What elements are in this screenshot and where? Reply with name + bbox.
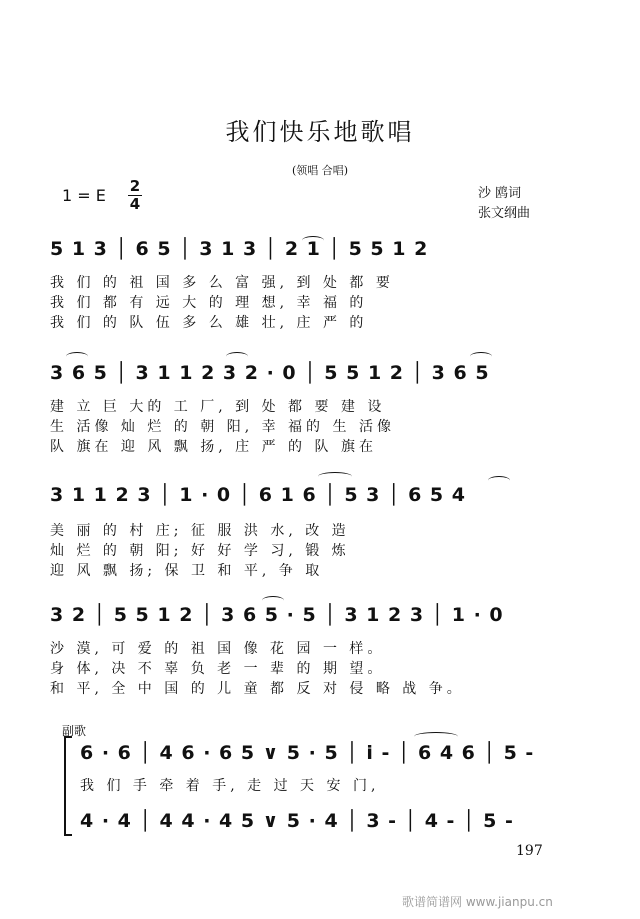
- notation-line: 4 · 4 │ 4 4 · 4 5 ∨ 5 · 4 │ 3 - │ 4 - │ 5 -: [80, 810, 514, 832]
- notation-line: 5 1 3 │ 6 5 │ 3 1 3 │ 2 1 │ 5 5 1 2: [50, 238, 429, 260]
- time-signature-denominator: 4: [129, 195, 141, 213]
- lyric-line: 我 们 手 牵 着 手, 走 过 天 安 门,: [80, 778, 380, 794]
- composer-credit: 张文纲曲: [478, 206, 531, 221]
- slur: [414, 732, 458, 741]
- staff-system-4: [50, 604, 550, 632]
- staff-system-5-upper: [80, 742, 580, 770]
- staff-system-2: [50, 362, 550, 390]
- staff-system-3: [50, 484, 550, 512]
- lyric-line: 沙 漠, 可 爱 的 祖 国 像 花 园 一 样。: [50, 641, 386, 657]
- lyric-line: 队 旗在 迎 风 飘 扬, 庄 严 的 队 旗在: [50, 439, 377, 455]
- slur: [318, 472, 352, 481]
- key-signature: 1 = E: [62, 186, 106, 205]
- slur: [226, 352, 248, 361]
- lyric-line: 我 们 的 队 伍 多 么 雄 壮, 庄 严 的: [50, 315, 368, 331]
- lyric-line: 美 丽 的 村 庄; 征 服 洪 水, 改 造: [50, 523, 350, 539]
- performance-note: (领唱 合唱): [291, 164, 349, 177]
- section-label: 副歌: [62, 724, 87, 738]
- lyric-line: 我 们 的 祖 国 多 么 富 强, 到 处 都 要: [50, 275, 394, 291]
- slur: [488, 476, 510, 485]
- notation-line: 3 6 5 │ 3 1 1 2 3 2 · 0 │ 5 5 1 2 │ 3 6 5: [50, 362, 490, 384]
- lyric-line: 生 活像 灿 烂 的 朝 阳, 幸 福的 生 活像: [50, 419, 395, 435]
- page-number: 197: [516, 843, 543, 859]
- time-signature-numerator: 2: [129, 177, 141, 195]
- watermark: 歌谱简谱网 www.jianpu.cn: [402, 895, 553, 909]
- slur: [302, 236, 324, 245]
- slur: [470, 352, 492, 361]
- lyric-line: 灿 烂 的 朝 阳; 好 好 学 习, 锻 炼: [50, 543, 350, 559]
- song-title: 我们快乐地歌唱: [225, 118, 415, 146]
- slur: [66, 352, 88, 361]
- lyric-line: 建 立 巨 大的 工 厂, 到 处 都 要 建 设: [50, 399, 386, 415]
- notation-line: 3 1 1 2 3 │ 1 · 0 │ 6 1 6 │ 5 3 │ 6 5 4: [50, 484, 466, 506]
- lyric-line: 我 们 都 有 远 大 的 理 想, 幸 福 的: [50, 295, 368, 311]
- lyric-line: 迎 风 飘 扬; 保 卫 和 平, 争 取: [50, 563, 324, 579]
- lyric-line: 身 体, 决 不 辜 负 老 一 辈 的 期 望。: [50, 661, 386, 677]
- lyric-line: 和 平, 全 中 国 的 儿 童 都 反 对 侵 略 战 争。: [50, 681, 465, 697]
- staff-system-1: [50, 238, 550, 266]
- notation-line: 3 2 │ 5 5 1 2 │ 3 6 5 · 5 │ 3 1 2 3 │ 1 · 0: [50, 604, 504, 626]
- lyricist-credit: 沙 鸥词: [478, 186, 522, 201]
- slur: [262, 596, 284, 605]
- staff-bracket: [64, 736, 72, 836]
- notation-line: 6 · 6 │ 4 6 · 6 5 ∨ 5 · 5 │ i - │ 6 4 6 │ 5 -: [80, 742, 535, 764]
- time-signature: [128, 178, 142, 213]
- staff-system-5-lower: [80, 810, 580, 838]
